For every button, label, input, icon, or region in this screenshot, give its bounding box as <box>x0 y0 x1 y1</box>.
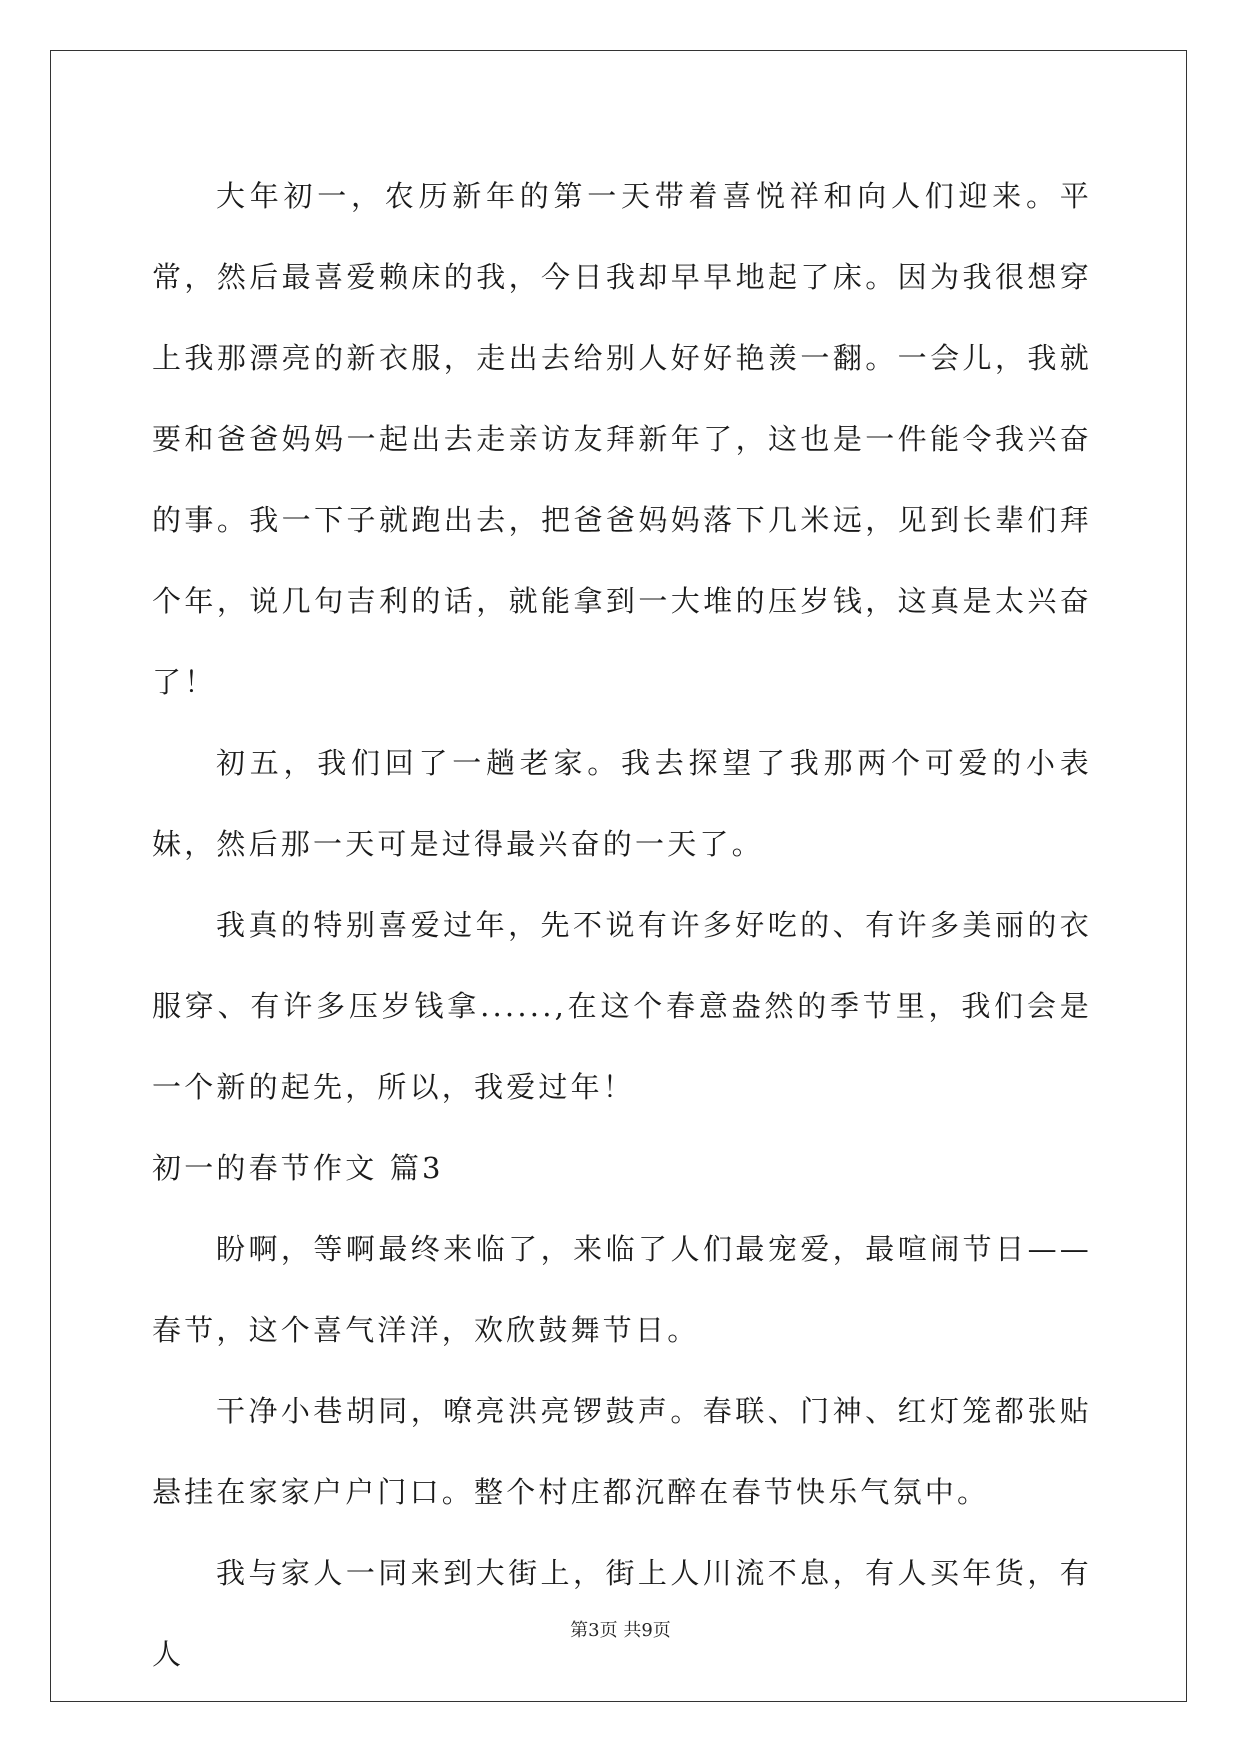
paragraph-1: 大年初一，农历新年的第一天带着喜悦祥和向人们迎来。平常，然后最喜爱赖床的我，今日我却早早地起了床。因为我很想穿上我那漂亮的新衣服，走出去给别人好好艳羡一翻。一会儿，我就要和爸爸妈妈一起出去走亲访友拜新年了，这也是一件能令我兴奋的事。我一下子就跑出去，把爸爸妈妈落下几米远，见到长辈们拜个年，说几句吉利的话，就能拿到一大堆的压岁钱，这真是太兴奋了！ <box>152 179 1092 699</box>
paragraph-5: 干净小巷胡同，嘹亮洪亮锣鼓声。春联、门神、红灯笼都张贴悬挂在家家户户门口。整个村庄都沉醉在春节快乐气氛中。 <box>152 1394 1092 1509</box>
paragraph-3: 我真的特别喜爱过年，先不说有许多好吃的、有许多美丽的衣服穿、有许多压岁钱拿......,在这个春意盎然的季节里，我们会是一个新的起先，所以，我爱过年！ <box>152 908 1092 1104</box>
page-footer: 第3页 共9页 <box>570 1620 671 1641</box>
paragraph-4: 盼啊，等啊最终来临了，来临了人们最宠爱，最喧闹节日——春节，这个喜气洋洋，欢欣鼓舞节日。 <box>152 1232 1092 1347</box>
paragraph-6: 我与家人一同来到大街上，街上人川流不息，有人买年货，有人 <box>152 1556 1092 1671</box>
paragraph-2: 初五，我们回了一趟老家。我去探望了我那两个可爱的小表妹，然后那一天可是过得最兴奋的一天了。 <box>152 746 1092 861</box>
document-body <box>152 156 1092 1695</box>
section-heading: 初一的春节作文 篇3 <box>152 1151 444 1185</box>
